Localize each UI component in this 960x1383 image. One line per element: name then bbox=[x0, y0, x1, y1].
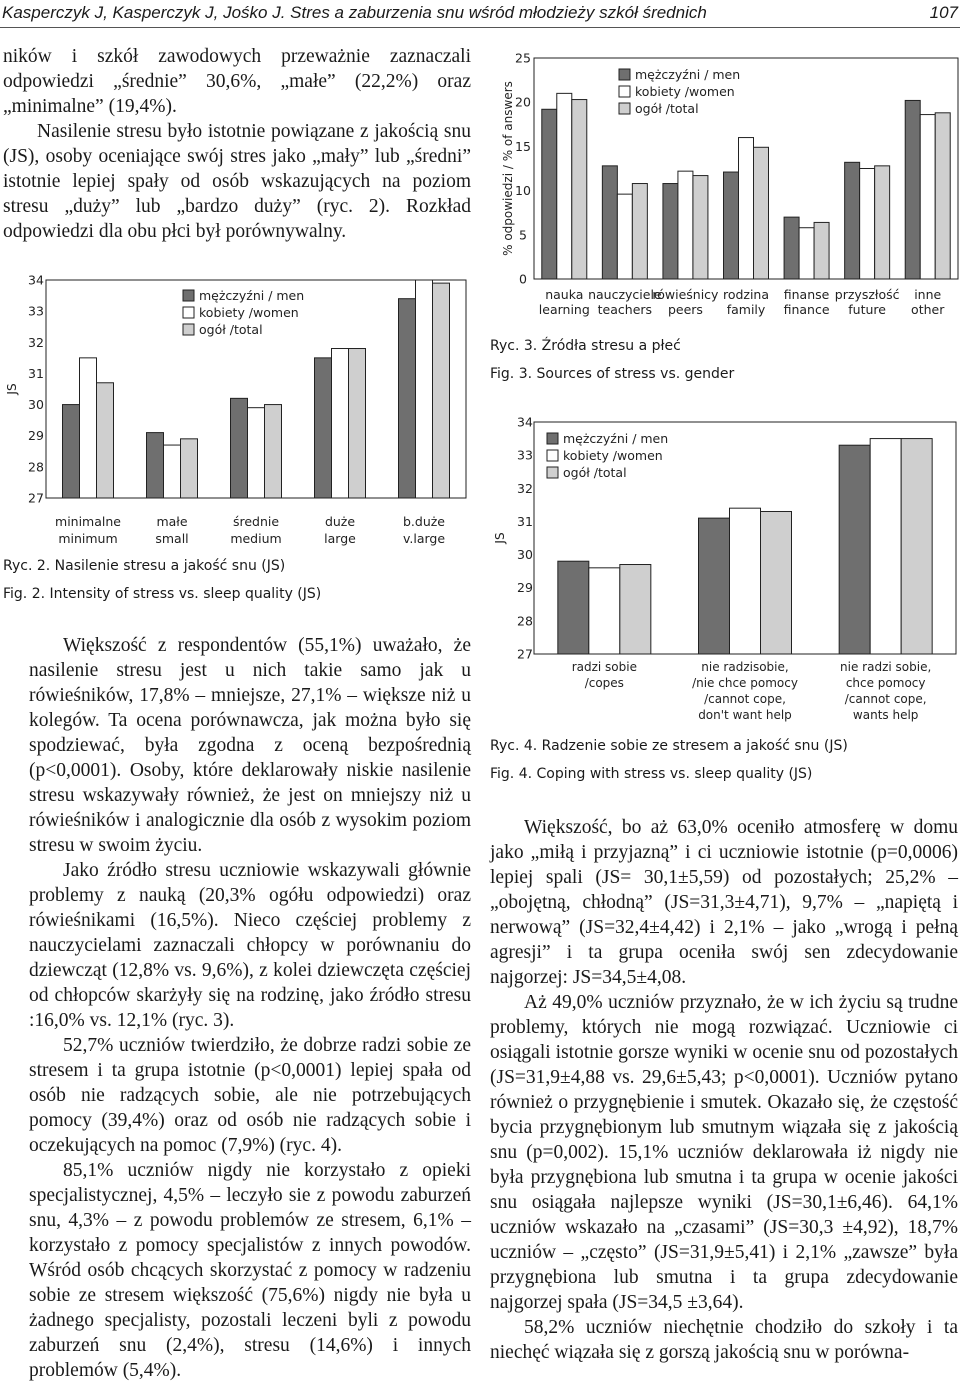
legend-swatch-men bbox=[547, 433, 558, 444]
x-category-label: /cannot cope, bbox=[704, 692, 786, 706]
legend-label-total: ogół /total bbox=[563, 465, 627, 480]
bar-total bbox=[265, 405, 282, 498]
bar-total bbox=[620, 565, 651, 654]
bar-total bbox=[433, 283, 450, 498]
x-category-label: small bbox=[155, 531, 189, 546]
x-category-label: future bbox=[848, 302, 886, 317]
bar-women bbox=[80, 358, 97, 498]
right-column-bottom-text bbox=[490, 815, 958, 1365]
y-axis-label: JS bbox=[493, 532, 507, 544]
bar-women bbox=[860, 169, 875, 280]
paragraph: 85,1% uczniów nigdy nie korzystało z opieki specjalistycznej, 4,5% – leczyło sie z powodu zaburzeń snu, 4,3% – z powodu problemów ze stresem, 6,1% – korzystało z pomocy specjalistów z innych powodów. Wśród osób chcących skorzystać z pomocy w radzeniu sobie ze stresem większość (75,6%) nigdy nie była u żadnego specjalisty, pozostali leczeni byli z powodu zaburzeń snu (2,4%), stresu (14,6%) i innych problemów (5,4%). bbox=[29, 1160, 471, 1381]
legend-label-total: ogół /total bbox=[199, 322, 263, 337]
paragraph: ników i szkół zawodowych przeważnie zaznaczali odpowiedzi „średnie” 30,6%, „małe” (22,2%) oraz „minimalne” (19,4%). bbox=[3, 46, 471, 117]
legend-label-men: mężczyźni / men bbox=[563, 431, 669, 446]
y-tick-label: 30 bbox=[517, 547, 533, 563]
paragraph: Aż 49,0% uczniów przyznało, że w ich życiu są trudne problemy, których nie mogą rozwiązać. Uczniowie ci osiągali istotnie gorsze wyniki w ocenie snu od pozostałych (JS=31,9±4,88 vs. 29,6±5,43; p<0,0001). Uczniów pytano również o przygnębienie i smutek. Okazało się, że częstość bycia przygnębionym lub smutnym wiązała się z jakością snu (p=0,002). 15,1% uczniów deklarowała iż nigdy nie była przygnębiona lub smutna i ta grupa w ocenie jakości snu osiągała najlepsze wyniki (JS=30,1±6,46). 64,1% uczniów wskazało na „czasami” (JS=30,3 ±4,92), 18,7% uczniów – „często” (JS=31,9±5,41) i 2,1% „zawsze” była przygnębiona lub smutna i ta grupa zdecydowanie najgorzej spała (JS=34,5 ±3,64). bbox=[490, 992, 958, 1313]
y-tick-label: 27 bbox=[28, 490, 44, 506]
y-tick-label: 5 bbox=[519, 227, 527, 243]
figure-4-caption bbox=[490, 732, 848, 788]
y-tick-label: 33 bbox=[28, 303, 44, 319]
bar-women bbox=[557, 93, 572, 279]
bar-total bbox=[349, 349, 366, 498]
bar-women bbox=[332, 349, 349, 498]
caption-en: Fig. 2. Intensity of stress vs. sleep quality (JS) bbox=[3, 586, 322, 602]
bar-total bbox=[693, 176, 708, 279]
x-category-label: learning bbox=[538, 302, 590, 317]
bar-men bbox=[699, 518, 730, 654]
bar-total bbox=[761, 511, 792, 654]
bar-men bbox=[839, 445, 870, 654]
y-tick-label: 15 bbox=[515, 138, 531, 154]
bar-men bbox=[399, 299, 416, 498]
y-axis-label: JS bbox=[5, 383, 19, 395]
bar-men bbox=[558, 561, 589, 654]
left-column-bottom-text bbox=[29, 633, 471, 1383]
bar-men bbox=[542, 109, 557, 279]
x-category-label: nie radzi sobie, bbox=[840, 660, 932, 674]
bar-men bbox=[231, 398, 248, 498]
x-category-label: wants help bbox=[852, 708, 919, 722]
x-category-label: minimum bbox=[58, 531, 118, 546]
figure-2-caption bbox=[3, 552, 321, 608]
x-category-label: chce pomocy bbox=[845, 676, 926, 690]
bar-women bbox=[164, 445, 181, 498]
bar-women bbox=[799, 228, 814, 279]
x-category-label: /cannot cope, bbox=[844, 692, 927, 706]
bar-women bbox=[678, 171, 693, 279]
x-category-label: finanse bbox=[783, 287, 830, 302]
bar-total bbox=[632, 184, 647, 279]
y-tick-label: 29 bbox=[517, 580, 533, 596]
y-tick-label: 29 bbox=[28, 428, 44, 444]
legend-swatch-men bbox=[183, 290, 194, 301]
bar-women bbox=[589, 568, 620, 654]
y-tick-label: 25 bbox=[515, 50, 531, 66]
legend-label-women: kobiety /women bbox=[635, 84, 735, 99]
legend-swatch-total bbox=[183, 324, 194, 335]
figure-3-caption bbox=[490, 332, 734, 388]
caption-pl: Ryc. 3. Źródła stresu a płeć bbox=[490, 338, 681, 354]
figure-2-chart bbox=[0, 268, 470, 568]
running-header bbox=[0, 0, 960, 28]
figure-3-chart bbox=[490, 40, 960, 340]
paragraph: Jako źródło stresu uczniowie wskazywali głównie problemy z nauką (20,3% ogółu odpowiedzi) oraz rówieśnikami (16,5%). Nieco częściej problemy z nauczycielami zaznaczali chłopcy w porównaniu do dziewcząt (12,8% vs. 9,6%), z kolei dziewczęta częściej od chłopców skarżyły się na rodzinę, jako źródło stresu :16,0% vs. 12,1% (ryc. 3). bbox=[29, 860, 471, 1031]
x-category-label: /copes bbox=[584, 676, 624, 690]
paragraph: Większość z respondentów (55,1%) uważało, że nasilenie stresu jest u nich takie samo jak u rówieśników, 17,8% – mniejsze, 27,1% – większe niż u kolegów. Ta ocena porównawcza, jak można było się spodziewać, była zgodna z oceną bezpośrednią (p<0,0001). Osoby, które deklarowały niskie nasilenie stresu wskazywały również, że jest on mniejszy niż u rówieśników i analogicznie dla osób z wysokim poziom stresu w swoim życiu. bbox=[29, 635, 471, 856]
y-tick-label: 33 bbox=[517, 447, 533, 463]
x-category-label: b.duże bbox=[402, 514, 446, 529]
bar-men bbox=[905, 100, 920, 279]
bar-total bbox=[572, 100, 587, 279]
x-category-label: nauka bbox=[545, 287, 584, 302]
bar-men bbox=[724, 172, 739, 279]
x-category-label: nie radzisobie, bbox=[701, 660, 789, 674]
caption-pl: Ryc. 4. Radzenie sobie ze stresem a jakość snu (JS) bbox=[490, 738, 848, 754]
y-tick-label: 27 bbox=[517, 646, 533, 662]
bar-men bbox=[602, 166, 617, 279]
y-tick-label: 31 bbox=[517, 513, 533, 529]
bar-total bbox=[97, 383, 114, 498]
bar-women bbox=[730, 508, 761, 654]
bar-total bbox=[181, 439, 198, 498]
bar-women bbox=[416, 280, 433, 498]
header-rule bbox=[0, 27, 960, 28]
y-tick-label: 32 bbox=[517, 480, 533, 496]
x-category-label: /nie chce pomocy bbox=[692, 676, 798, 690]
bar-women bbox=[920, 115, 935, 279]
caption-en: Fig. 4. Coping with stress vs. sleep quality (JS) bbox=[490, 766, 813, 782]
paragraph: Większość, bo aż 63,0% oceniło atmosferę w domu jako „miłą i przyjazną” i ci uczniowie istotnie (p=0,0006) lepiej spali (JS= 30,1±5,59) od pozostałych; 25,2% – „obojętną, chłodną” (JS=31,3±4,71), 9,7% – „napiętą i nerwową” (JS=32,4±4,42) i 2,1% – jako „wrogą i pełną agresji” i ta grupa oceniła swój sen zdecydowanie najgorzej: JS=34,5±4,08. bbox=[490, 817, 958, 988]
legend-swatch-women bbox=[547, 450, 558, 461]
bar-men bbox=[845, 162, 860, 279]
x-category-label: duże bbox=[324, 514, 356, 529]
x-category-label: minimalne bbox=[55, 514, 121, 529]
legend-swatch-men bbox=[619, 69, 630, 80]
bar-total bbox=[935, 113, 950, 279]
figure-4-chart bbox=[490, 408, 960, 728]
caption-en: Fig. 3. Sources of stress vs. gender bbox=[490, 366, 735, 382]
bar-women bbox=[739, 138, 754, 279]
y-tick-label: 34 bbox=[28, 272, 44, 288]
legend-swatch-total bbox=[619, 103, 630, 114]
legend-label-men: mężczyźni / men bbox=[199, 288, 305, 303]
x-category-label: radzi sobie bbox=[571, 660, 637, 674]
y-tick-label: 28 bbox=[28, 459, 44, 475]
x-category-label: other bbox=[911, 302, 945, 317]
x-category-label: inne bbox=[914, 287, 942, 302]
bar-women bbox=[248, 408, 265, 498]
bar-men bbox=[63, 405, 80, 498]
left-column-top-text bbox=[3, 44, 471, 244]
x-category-label: finance bbox=[783, 302, 830, 317]
y-axis-label: % odpowiedzi / % of answers bbox=[501, 81, 515, 256]
legend-swatch-total bbox=[547, 467, 558, 478]
x-category-label: rodzina bbox=[722, 287, 770, 302]
paragraph: Nasilenie stresu było istotnie powiązane z jakością snu (JS), osoby oceniające swój stres jako „mały” lub „średni” istotnie lepiej spały od osób wskazujących na poziom stresu „duży” lub „bardzo duży” (ryc. 2). Rozkład odpowiedzi dla obu płci był porównywalny. bbox=[3, 121, 471, 242]
x-category-label: nauczyciele bbox=[588, 287, 662, 302]
y-tick-label: 10 bbox=[515, 183, 531, 199]
x-category-label: rówieśnicy bbox=[652, 287, 719, 302]
x-category-label: family bbox=[726, 302, 766, 317]
y-tick-label: 34 bbox=[517, 414, 533, 430]
bar-women bbox=[617, 194, 632, 279]
paragraph: 52,7% uczniów twierdziło, że dobrze radzi sobie ze stresem i ta grupa istotnie (p<0,0001) lepiej spała od osób nie radzących sobie, ale nie potrzebujących pomocy (39,4%) oraz od osób nie radzących sobie i oczekujących na pomoc (7,9%) (ryc. 4). bbox=[29, 1035, 471, 1156]
x-category-label: przyszłość bbox=[834, 287, 900, 302]
x-category-label: v.large bbox=[402, 531, 446, 546]
paragraph: 58,2% uczniów niechętnie chodziło do szkoły i ta niechęć wiązała się z gorszą jakością snu w porówna- bbox=[490, 1317, 958, 1363]
x-category-label: teachers bbox=[597, 302, 653, 317]
bar-men bbox=[663, 184, 678, 279]
running-title: Kasperczyk J, Kasperczyk J, Jośko J. Stres a zaburzenia snu wśród młodzieży szkół średnich bbox=[2, 3, 707, 22]
y-tick-label: 28 bbox=[517, 613, 533, 629]
legend-label-total: ogół /total bbox=[635, 101, 699, 116]
legend-swatch-women bbox=[183, 307, 194, 318]
legend-label-women: kobiety /women bbox=[199, 305, 299, 320]
bar-men bbox=[784, 217, 799, 279]
page-number: 107 bbox=[929, 3, 958, 22]
bar-women bbox=[870, 439, 901, 654]
x-category-label: medium bbox=[230, 531, 282, 546]
y-tick-label: 30 bbox=[28, 397, 44, 413]
y-tick-label: 20 bbox=[515, 94, 531, 110]
x-category-label: don't want help bbox=[698, 708, 792, 722]
bar-total bbox=[754, 147, 769, 279]
x-category-label: średnie bbox=[232, 514, 280, 529]
bar-total bbox=[901, 439, 932, 654]
caption-pl: Ryc. 2. Nasilenie stresu a jakość snu (JS) bbox=[3, 558, 286, 574]
bar-men bbox=[147, 433, 164, 498]
bar-men bbox=[315, 358, 332, 498]
x-category-label: małe bbox=[156, 514, 188, 529]
x-category-label: peers bbox=[667, 302, 703, 317]
bar-total bbox=[875, 166, 890, 279]
legend-label-men: mężczyźni / men bbox=[635, 67, 741, 82]
x-category-label: large bbox=[324, 531, 356, 546]
bar-total bbox=[814, 222, 829, 279]
legend-swatch-women bbox=[619, 86, 630, 97]
legend-label-women: kobiety /women bbox=[563, 448, 663, 463]
y-tick-label: 31 bbox=[28, 365, 44, 381]
y-tick-label: 32 bbox=[28, 334, 44, 350]
y-tick-label: 0 bbox=[519, 271, 527, 287]
